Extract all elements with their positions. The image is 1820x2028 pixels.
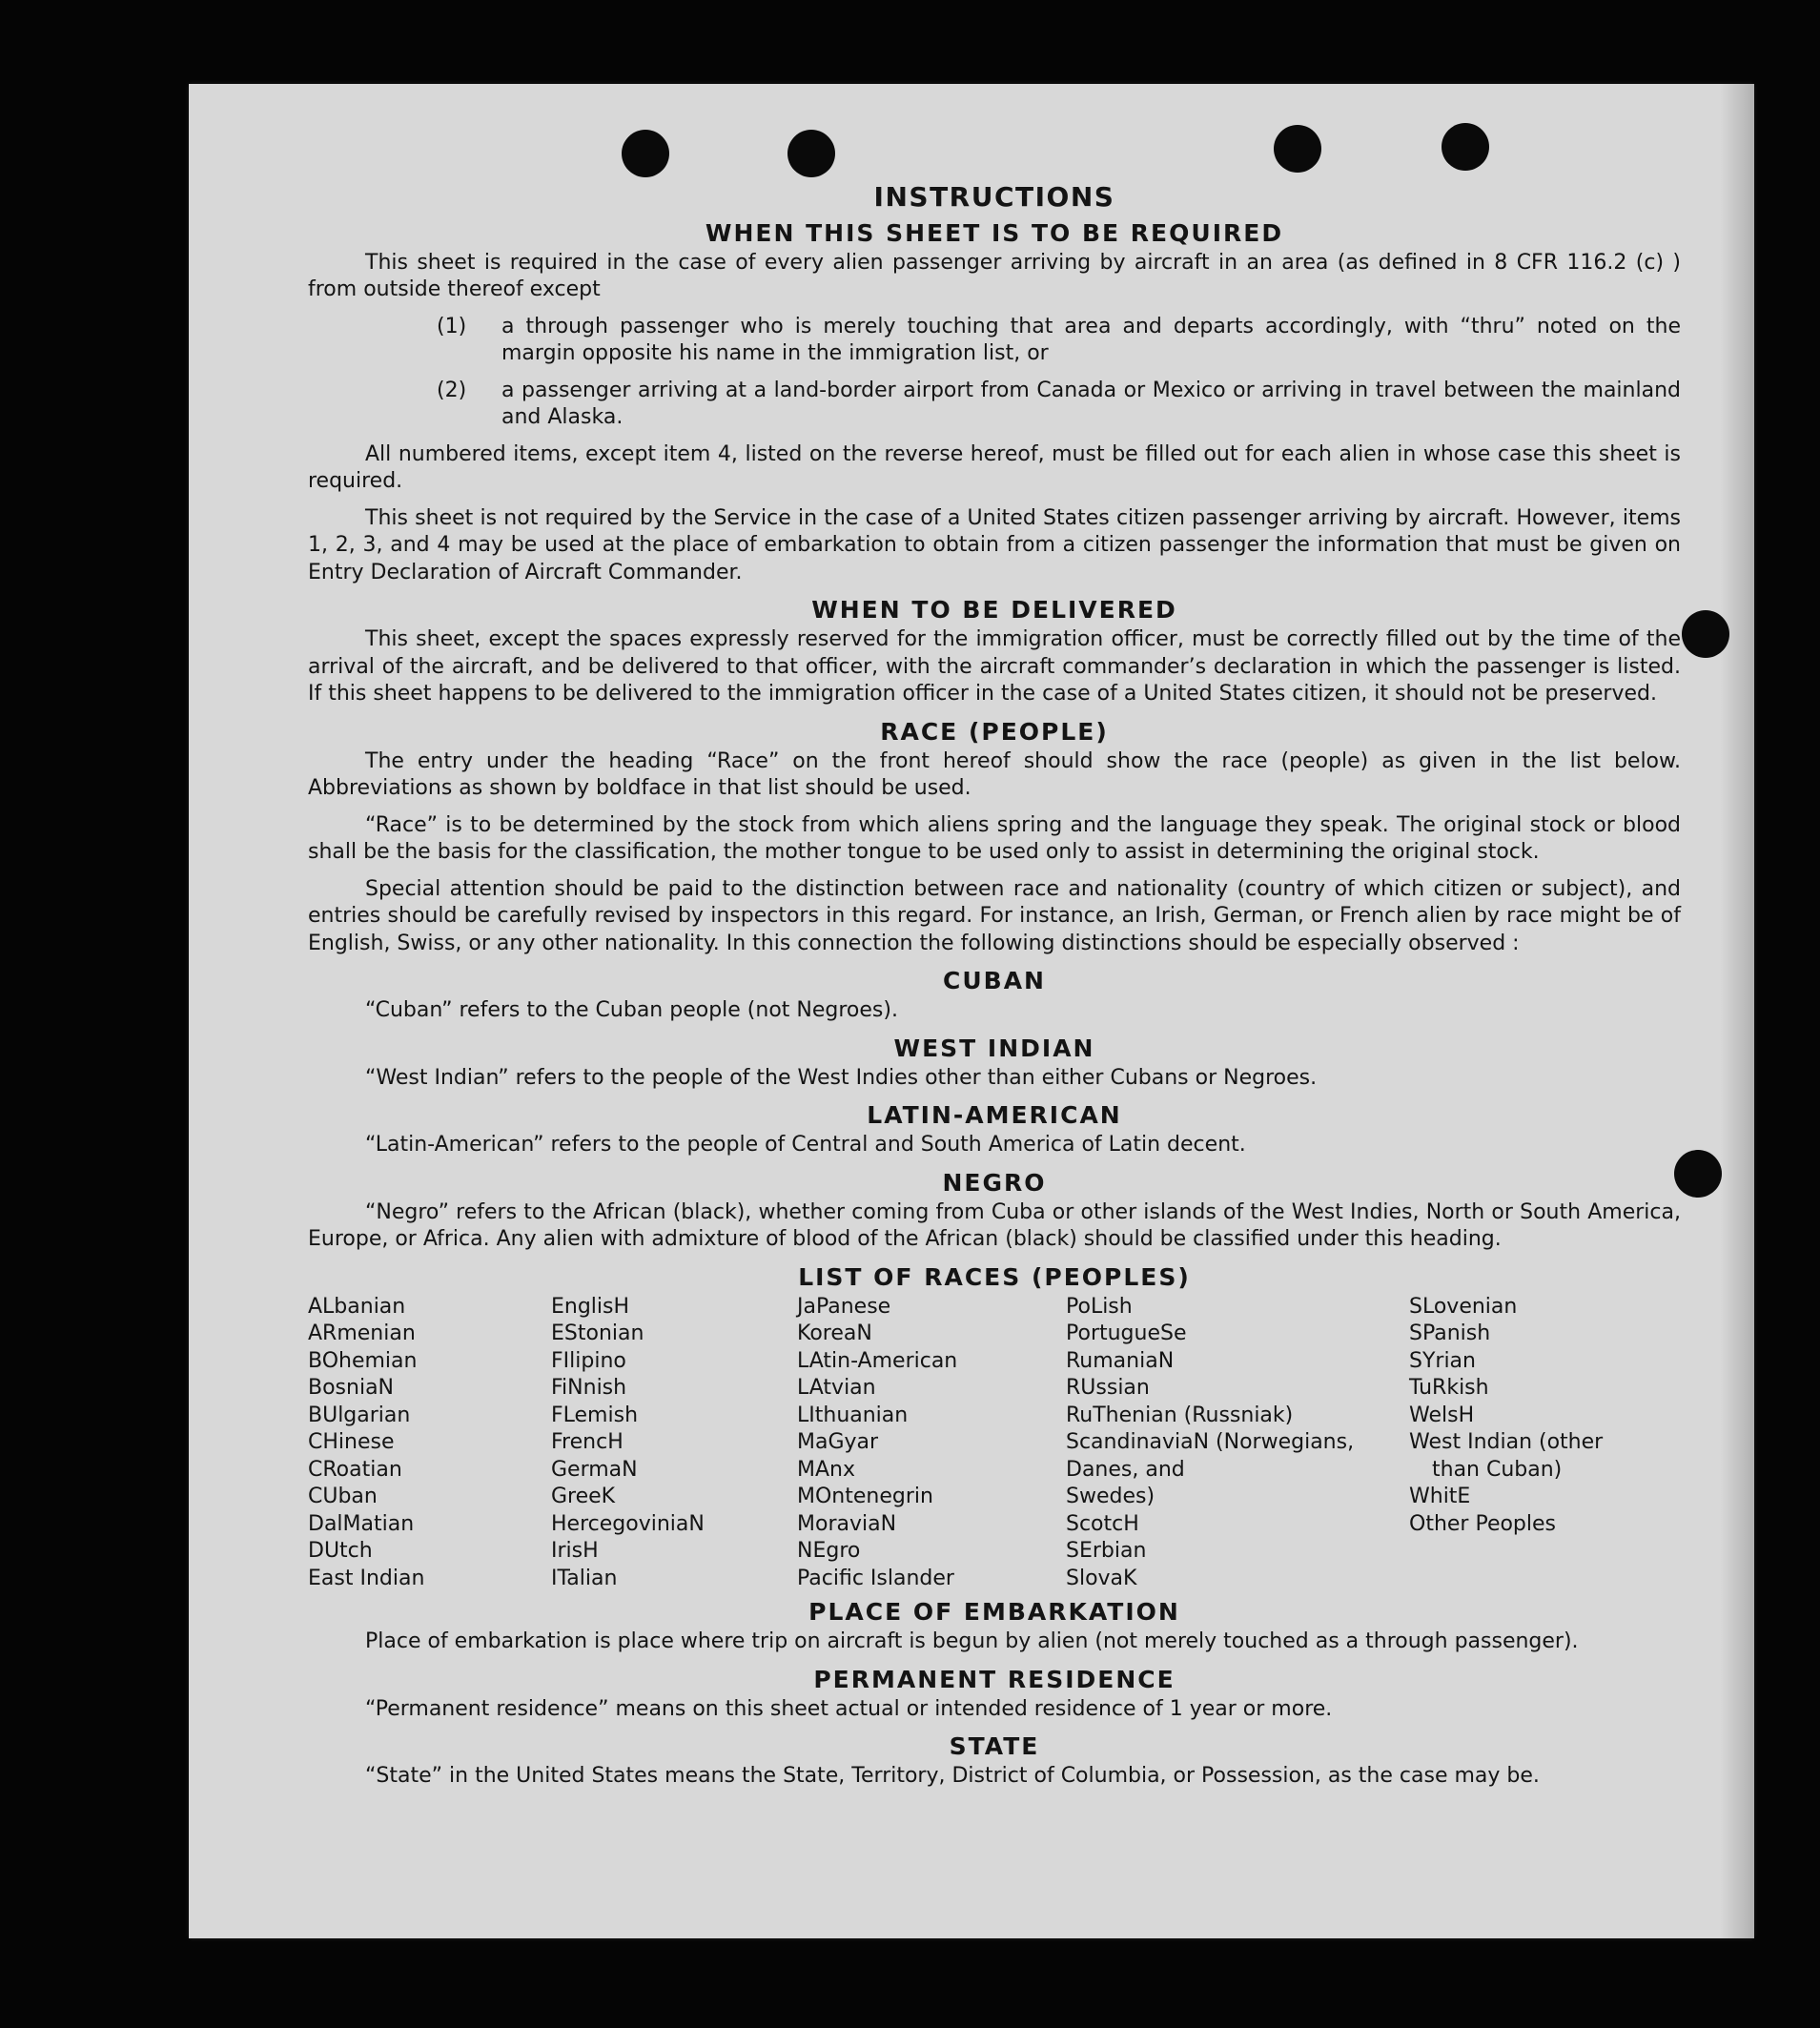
- races-column-4: [1066, 1294, 1409, 1593]
- race-entry: KoreaN: [797, 1321, 872, 1345]
- race-entry: BOhemian: [308, 1348, 418, 1373]
- required-intro: This sheet is required in the case of every alien passenger arriving by aircraft in an area (as defined in 8 CFR 116.2 (c) ) from outside thereof except: [308, 250, 1681, 301]
- item-number: (1): [437, 314, 467, 338]
- race-paragraph-3: Special attention should be paid to the distinction between race and nationality (country of which citizen or subject), and entries should be carefully revised by inspectors in this regard. For instance, an Irish, German, or French alien by race might be of English, Swiss, or any other nationality. In this connection the following distinctions should be especially observed :: [308, 876, 1681, 955]
- heading-cuban: CUBAN: [943, 967, 1046, 994]
- heading-negro: NEGRO: [942, 1168, 1047, 1197]
- race-paragraph-1: The entry under the heading “Race” on the front hereof should show the race (people) as given in the list below. Abbreviations as shown by boldface in that list should be used.: [308, 748, 1681, 800]
- race-entry: West Indian (other: [1409, 1430, 1604, 1454]
- race-entry: LAtin-American: [797, 1348, 958, 1373]
- race-entry: PortugueSe: [1066, 1321, 1187, 1345]
- race-entry: Swedes): [1066, 1485, 1155, 1508]
- heading-permanent-residence: PERMANENT RESIDENCE: [813, 1665, 1176, 1693]
- item-text: a passenger arriving at a land-border airport from Canada or Mexico or arriving in travel between the mainland and Alaska.: [501, 378, 1681, 429]
- punch-hole: [1682, 610, 1729, 658]
- race-entry: MAnx: [797, 1457, 855, 1482]
- race-paragraph-2: “Race” is to be determined by the stock from which aliens spring and the language they speak. The original stock or blood shall be the basis for the classification, the mother tongue to be used only to assist in determining the original stock.: [308, 812, 1681, 864]
- race-entry: RuThenian (Russniak): [1066, 1403, 1294, 1427]
- race-entry: PoLish: [1066, 1294, 1133, 1319]
- race-entry: ScotcH: [1066, 1511, 1139, 1536]
- race-entry: GermaN: [551, 1457, 638, 1482]
- races-column-5: [1409, 1294, 1667, 1593]
- west-indian-text: “West Indian” refers to the people of the West Indies other than either Cubans or Negroes.: [365, 1065, 1318, 1090]
- race-entry: SlovaK: [1066, 1566, 1137, 1590]
- race-entry: SPanish: [1409, 1321, 1491, 1345]
- race-entry: SLovenian: [1409, 1294, 1518, 1319]
- race-entry: RumaniaN: [1066, 1348, 1175, 1373]
- race-entry: CRoatian: [308, 1457, 402, 1482]
- instruction-sheet: [189, 84, 1754, 1938]
- race-entry: ARmenian: [308, 1321, 416, 1345]
- race-entry: BUlgarian: [308, 1403, 411, 1427]
- race-entry: FrencH: [551, 1430, 624, 1454]
- residence-text: “Permanent residence” means on this sheet actual or intended residence of 1 year or more.: [365, 1696, 1333, 1721]
- race-entry: EnglisH: [551, 1294, 630, 1319]
- race-entry: WelsH: [1409, 1403, 1475, 1427]
- delivered-text: This sheet, except the spaces expressly reserved for the immigration officer, must be correctly filled out by the time of the arrival of the aircraft, and be delivered to that officer, with the aircraft commander’s declaration in which the passenger is listed. If this sheet happens to be delivered to the immigration officer in the case of a United States citizen, it should not be preserved.: [308, 627, 1681, 706]
- race-entry: CHinese: [308, 1430, 395, 1454]
- required-paragraph-3: This sheet is not required by the Service in the case of a United States citizen passenger arriving by aircraft. However, items 1, 2, 3, and 4 may be used at the place of embarkation to obtain from a citizen passenger the information that must be given on Entry Declaration of Aircraft Commander.: [308, 505, 1681, 584]
- item-text: a through passenger who is merely touching that area and departs accordingly, with “thru” noted on the margin opposite his name in the immigration list, or: [501, 314, 1681, 365]
- race-entry: HercegoviniaN: [551, 1511, 705, 1536]
- exception-item: [308, 378, 1681, 432]
- race-entry: TuRkish: [1409, 1376, 1489, 1400]
- races-column-3: [797, 1294, 1066, 1593]
- heading-when-required: WHEN THIS SHEET IS TO BE REQUIRED: [705, 218, 1284, 247]
- sheet-shadow-edge: [1720, 84, 1754, 1938]
- race-entry: NEgro: [797, 1539, 861, 1563]
- race-entry: SYrian: [1409, 1348, 1476, 1373]
- race-entry: Pacific Islander: [797, 1566, 954, 1590]
- race-entry: JaPanese: [797, 1294, 891, 1319]
- race-entry: DalMatian: [308, 1511, 415, 1536]
- race-entry: LIthuanian: [797, 1403, 909, 1427]
- race-entry: LAtvian: [797, 1376, 876, 1400]
- exception-item: [308, 314, 1681, 368]
- race-entry: FIlipino: [551, 1348, 626, 1373]
- race-entry: GreeK: [551, 1485, 616, 1508]
- item-number: (2): [437, 378, 467, 402]
- race-entry: IrisH: [551, 1539, 599, 1563]
- race-entry: FiNnish: [551, 1376, 627, 1400]
- race-entry: Danes, and: [1066, 1457, 1185, 1482]
- required-paragraph-2: All numbered items, except item 4, listed on the reverse hereof, must be filled out for each alien in whose case this sheet is required.: [308, 441, 1681, 493]
- punch-hole: [787, 130, 835, 177]
- race-entry: FLemish: [551, 1403, 639, 1427]
- race-entry: RUssian: [1066, 1376, 1150, 1400]
- race-entry: MOntenegrin: [797, 1485, 933, 1508]
- cuban-text: “Cuban” refers to the Cuban people (not Negroes).: [365, 998, 898, 1022]
- punch-hole: [1442, 123, 1489, 171]
- heading-race: RACE (PEOPLE): [880, 717, 1109, 746]
- punch-hole: [622, 130, 669, 177]
- document-body: [308, 181, 1681, 1800]
- race-entry: WhitE: [1409, 1485, 1471, 1508]
- embarkation-text: Place of embarkation is place where trip on aircraft is begun by alien (not merely touched as a through passenger).: [365, 1629, 1579, 1653]
- race-entry: MaGyar: [797, 1430, 879, 1454]
- race-entry: DUtch: [308, 1539, 373, 1563]
- heading-latin-american: LATIN-AMERICAN: [867, 1101, 1122, 1129]
- race-entry: ALbanian: [308, 1294, 406, 1319]
- race-entry: MoraviaN: [797, 1511, 897, 1536]
- heading-when-delivered: WHEN TO BE DELIVERED: [811, 596, 1177, 624]
- negro-text: “Negro” refers to the African (black), whether coming from Cuba or other islands of the West Indies, North or South America, Europe, or Africa. Any alien with admixture of blood of the African (black) should be classified under this heading.: [308, 1199, 1681, 1251]
- race-entry: CUban: [308, 1485, 378, 1508]
- page-title: INSTRUCTIONS: [873, 181, 1115, 213]
- races-list: [308, 1294, 1681, 1593]
- races-column-1: [308, 1294, 551, 1593]
- heading-place-of-embarkation: PLACE OF EMBARKATION: [808, 1598, 1180, 1626]
- heading-state: STATE: [949, 1732, 1040, 1760]
- race-entry: ITalian: [551, 1566, 618, 1590]
- race-entry: than Cuban): [1432, 1457, 1563, 1482]
- race-entry: ScandinaviaN (Norwegians,: [1066, 1430, 1355, 1454]
- race-entry: EStonian: [551, 1321, 644, 1345]
- races-column-2: [551, 1294, 797, 1593]
- punch-hole: [1674, 1150, 1722, 1198]
- race-entry: Other Peoples: [1409, 1511, 1557, 1536]
- race-entry: BosniaN: [308, 1376, 395, 1400]
- race-entry: East Indian: [308, 1566, 425, 1590]
- latin-american-text: “Latin-American” refers to the people of Central and South America of Latin decent.: [365, 1133, 1246, 1157]
- punch-hole: [1274, 125, 1321, 173]
- heading-list-of-races: LIST OF RACES (PEOPLES): [798, 1262, 1191, 1291]
- race-entry: SErbian: [1066, 1539, 1147, 1563]
- heading-west-indian: WEST INDIAN: [893, 1034, 1095, 1062]
- state-text: “State” in the United States means the State, Territory, District of Columbia, or Possession, as the case may be.: [365, 1764, 1540, 1788]
